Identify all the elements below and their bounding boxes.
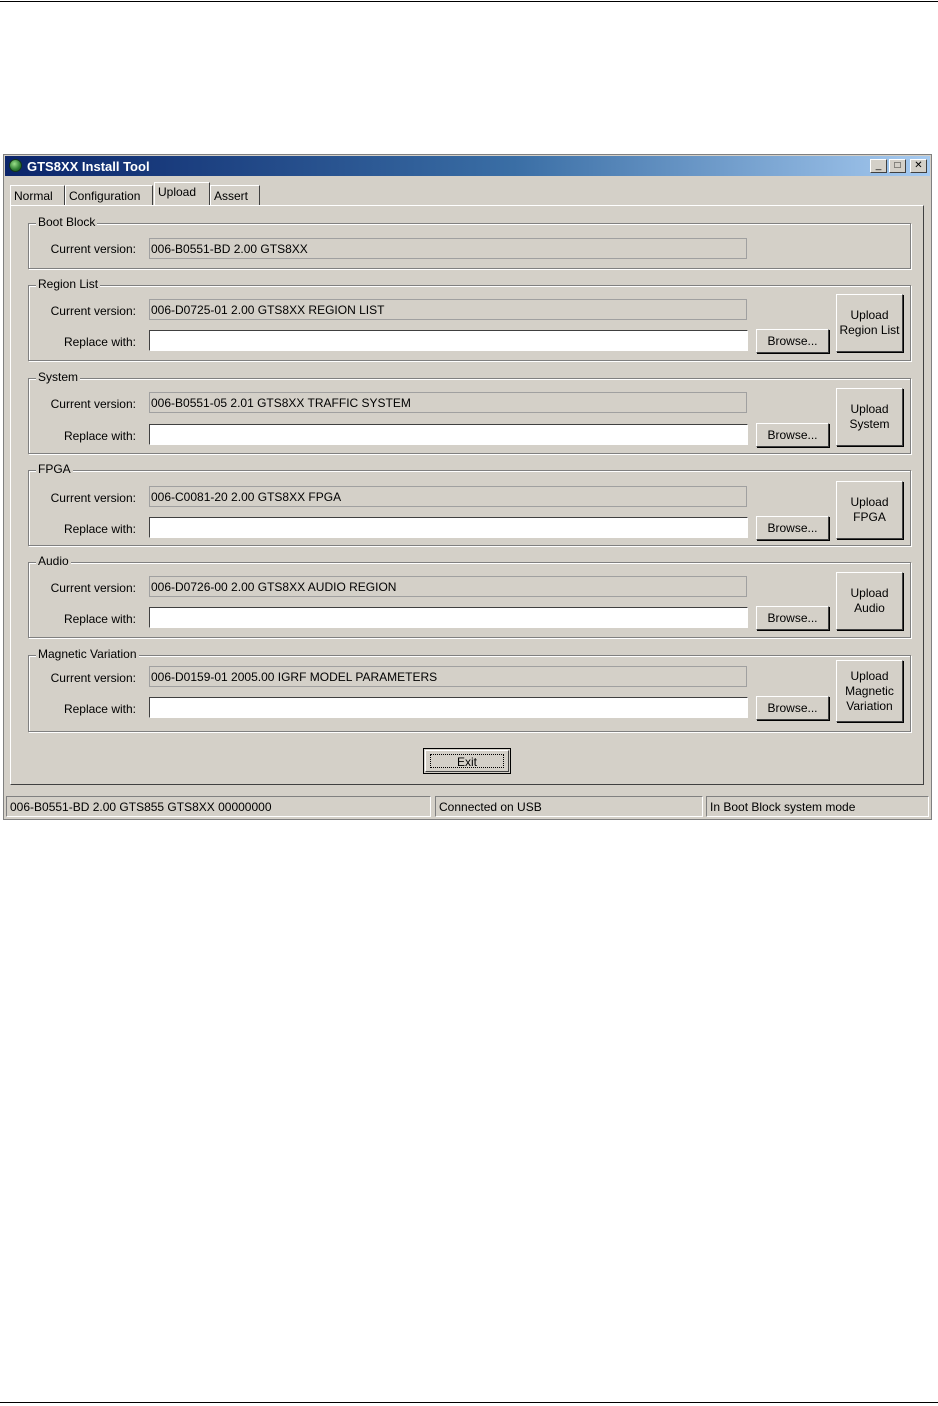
upload-region-list-button[interactable]: Upload Region List	[836, 294, 903, 352]
tab-configuration[interactable]: Configuration	[65, 185, 153, 205]
fpga-current-version: 006-C0081-20 2.00 GTS8XX FPGA	[149, 486, 747, 507]
replace-with-label: Replace with:	[63, 612, 136, 626]
boot-block-group	[28, 215, 911, 269]
current-version-label: Current version:	[50, 491, 136, 505]
page-top-rule	[0, 1, 938, 2]
group-title: Boot Block	[38, 215, 96, 229]
maximize-icon[interactable]: □	[889, 159, 906, 173]
region-list-replace-input[interactable]	[149, 330, 748, 351]
close-icon[interactable]: ✕	[910, 159, 927, 173]
tab-assert[interactable]: Assert	[210, 185, 260, 205]
group-title: Magnetic Variation	[38, 647, 137, 661]
magnetic-variation-browse-button[interactable]: Browse...	[756, 696, 829, 720]
magnetic-variation-current-version: 006-D0159-01 2005.00 IGRF MODEL PARAMETERS	[149, 666, 747, 687]
magnetic-variation-group	[28, 647, 911, 732]
current-version-label: Current version:	[50, 242, 136, 256]
window-title: GTS8XX Install Tool	[27, 159, 150, 174]
tab-upload[interactable]: Upload	[154, 182, 210, 205]
replace-with-label: Replace with:	[63, 335, 136, 349]
audio-browse-button[interactable]: Browse...	[756, 606, 829, 630]
audio-replace-input[interactable]	[149, 607, 748, 628]
exit-button-label: Exit	[430, 754, 504, 768]
exit-button[interactable]	[423, 748, 511, 774]
group-title: Audio	[38, 554, 69, 568]
current-version-label: Current version:	[50, 397, 136, 411]
upload-system-button[interactable]: Upload System	[836, 388, 903, 446]
group-title: System	[38, 370, 79, 384]
upload-magnetic-variation-button[interactable]: Upload Magnetic Variation	[836, 660, 903, 722]
status-mode: In Boot Block system mode	[706, 796, 929, 817]
audio-current-version: 006-D0726-00 2.00 GTS8XX AUDIO REGION	[149, 576, 747, 597]
page-bottom-rule	[0, 1402, 938, 1403]
upload-audio-button[interactable]: Upload Audio	[836, 572, 903, 630]
fpga-replace-input[interactable]	[149, 517, 748, 538]
install-tool-window	[3, 154, 932, 820]
title-bar	[5, 156, 930, 176]
current-version-label: Current version:	[50, 671, 136, 685]
current-version-label: Current version:	[50, 304, 136, 318]
system-group	[28, 370, 911, 454]
upload-fpga-button[interactable]: Upload FPGA	[836, 481, 903, 539]
group-title: FPGA	[38, 462, 71, 476]
current-version-label: Current version:	[50, 581, 136, 595]
audio-group	[28, 554, 911, 638]
boot-block-current-version: 006-B0551-BD 2.00 GTS8XX	[149, 238, 747, 259]
app-icon	[9, 159, 22, 172]
group-title: Region List	[38, 277, 99, 291]
replace-with-label: Replace with:	[63, 522, 136, 536]
region-list-group	[28, 277, 911, 361]
magnetic-variation-replace-input[interactable]	[149, 697, 748, 718]
fpga-group	[28, 462, 911, 546]
status-device-info: 006-B0551-BD 2.00 GTS855 GTS8XX 00000000	[6, 796, 431, 817]
region-list-browse-button[interactable]: Browse...	[756, 329, 829, 353]
region-list-current-version: 006-D0725-01 2.00 GTS8XX REGION LIST	[149, 299, 747, 320]
status-bar	[6, 796, 929, 818]
status-connection: Connected on USB	[435, 796, 703, 817]
minimize-icon[interactable]: _	[870, 159, 887, 173]
system-replace-input[interactable]	[149, 424, 748, 445]
tab-normal[interactable]: Normal	[10, 185, 65, 205]
replace-with-label: Replace with:	[63, 702, 136, 716]
exit-button-face	[425, 750, 509, 772]
window-controls	[870, 159, 927, 173]
replace-with-label: Replace with:	[63, 429, 136, 443]
system-current-version: 006-B0551-05 2.01 GTS8XX TRAFFIC SYSTEM	[149, 392, 747, 413]
fpga-browse-button[interactable]: Browse...	[756, 516, 829, 540]
system-browse-button[interactable]: Browse...	[756, 423, 829, 447]
